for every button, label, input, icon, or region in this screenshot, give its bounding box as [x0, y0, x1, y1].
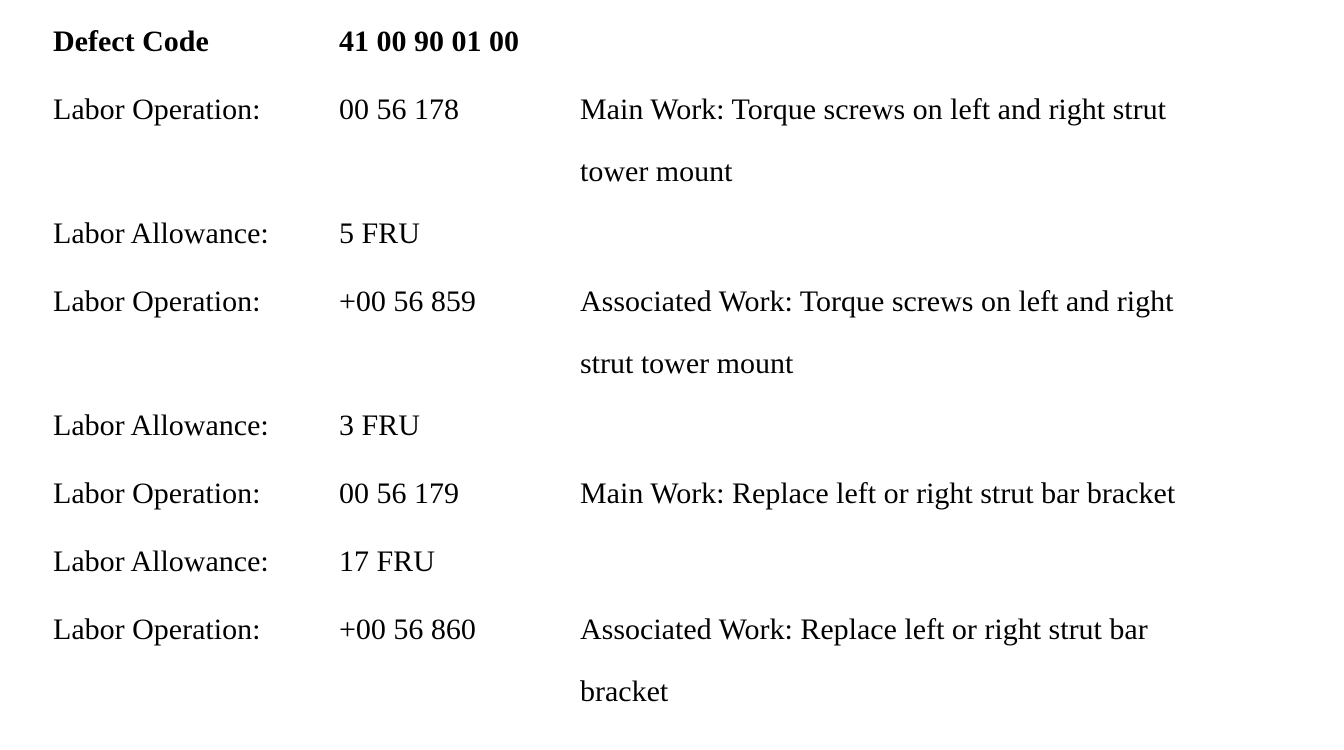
labor-operation-description-continued: bracket	[580, 675, 669, 708]
defect-code-value: 41 00 90 01 00	[339, 25, 519, 58]
defect-code-label: Defect Code	[53, 25, 209, 58]
labor-operation-label: Labor Operation:	[53, 93, 261, 126]
labor-operation-description: Main Work: Replace left or right strut bar bracket	[580, 477, 1176, 510]
labor-allowance-value: 3 FRU	[339, 409, 420, 442]
labor-operation-code: 00 56 179	[339, 477, 459, 510]
labor-operation-description: Main Work: Torque screws on left and right strut	[580, 93, 1166, 126]
labor-allowance-label: Labor Allowance:	[53, 217, 269, 250]
labor-operation-description: Associated Work: Replace left or right strut bar	[580, 613, 1148, 646]
labor-operation-label: Labor Operation:	[53, 285, 261, 318]
labor-allowance-value: 5 FRU	[339, 217, 420, 250]
labor-operation-code: +00 56 860	[339, 613, 476, 646]
labor-operation-label: Labor Operation:	[53, 477, 261, 510]
labor-operation-label: Labor Operation:	[53, 613, 261, 646]
labor-operation-description-continued: strut tower mount	[580, 347, 794, 380]
labor-allowance-label: Labor Allowance:	[53, 409, 269, 442]
labor-operation-description: Associated Work: Torque screws on left and right	[580, 285, 1174, 318]
labor-operation-code: 00 56 178	[339, 93, 459, 126]
labor-operation-description-continued: tower mount	[580, 155, 733, 188]
labor-allowance-value: 17 FRU	[339, 545, 435, 578]
labor-allowance-label: Labor Allowance:	[53, 545, 269, 578]
labor-operation-code: +00 56 859	[339, 285, 476, 318]
